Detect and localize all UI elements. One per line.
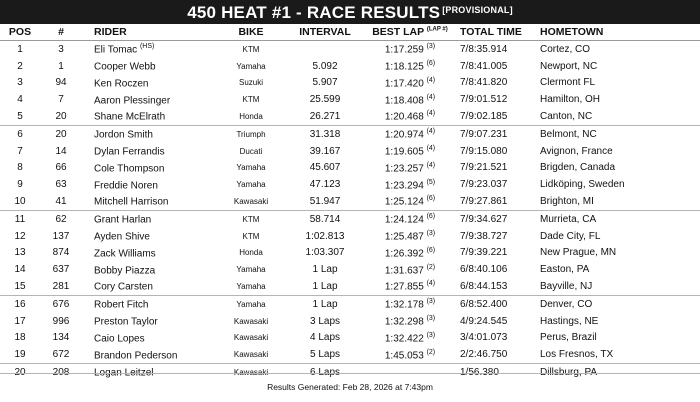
cell-bike: KTM (242, 231, 260, 241)
table-row (0, 346, 700, 363)
results-title-bar (0, 0, 700, 24)
cell-rider (82, 330, 220, 347)
cell-number: 137 (52, 230, 70, 242)
cell-hometown: Dade City, FL (540, 230, 601, 242)
cell-rider (82, 108, 220, 125)
cell-number: 672 (52, 349, 70, 361)
cell-best-lap (368, 143, 452, 160)
cell-best-lap (368, 261, 452, 278)
rider-name: Eli Tomac (94, 44, 138, 56)
best-lap-number: (5) (426, 178, 436, 186)
cell-interval: 26.271 (309, 111, 341, 123)
cell-pos: 10 (14, 196, 26, 208)
cell-hometown: Cortez, CO (540, 43, 591, 55)
cell-rider (82, 245, 220, 262)
cell-number: 41 (55, 196, 67, 208)
best-lap-time: 1:25.487 (384, 231, 424, 243)
cell-total-time: 7/9:27.861 (460, 196, 508, 208)
best-lap-time: 1:45.053 (384, 349, 424, 361)
table-row (0, 261, 700, 278)
cell-hometown: Bayville, NJ (540, 281, 593, 293)
cell-bike: Honda (239, 112, 263, 122)
cell-number: 20 (55, 111, 67, 123)
best-lap-number: (4) (426, 110, 436, 118)
cell-total-time: 7/9:15.080 (460, 145, 508, 157)
cell-interval: 4 Laps (309, 332, 341, 344)
table-row (0, 41, 700, 58)
cell-best-lap (368, 278, 452, 295)
cell-best-lap (368, 176, 452, 193)
cell-hometown: Brigden, Canada (540, 162, 616, 174)
cell-bike: Kawasaki (233, 316, 269, 326)
cell-number: 63 (55, 179, 67, 191)
cell-rider (82, 143, 220, 160)
rider-name: Freddie Noren (94, 179, 158, 191)
cell-rider (82, 278, 220, 295)
cell-total-time: 6/8:40.106 (460, 264, 508, 276)
cell-rider (82, 295, 220, 312)
results-generated-note: Results Generated: Feb 28, 2026 at 7:43pm (267, 382, 433, 392)
cell-best-lap (368, 58, 452, 75)
cell-pos: 12 (14, 230, 26, 242)
cell-best-lap (368, 193, 452, 210)
rider-name: Preston Taylor (94, 316, 158, 328)
cell-best-lap (368, 210, 452, 227)
best-lap-number: (4) (426, 280, 436, 288)
cell-hometown: Canton, NC (540, 111, 593, 123)
best-lap-time: 1:23.257 (384, 163, 424, 175)
cell-number: 14 (55, 145, 67, 157)
cell-hometown: Hastings, NE (540, 315, 599, 327)
cell-number: 1 (58, 60, 64, 72)
cell-hometown: Newport, NC (540, 60, 598, 72)
cell-best-lap (368, 41, 452, 58)
cell-pos: 7 (17, 145, 23, 157)
cell-total-time: 7/9:39.221 (460, 247, 508, 259)
cell-rider (82, 91, 220, 108)
table-row (0, 228, 700, 245)
best-lap-time: 1:20.468 (384, 111, 424, 123)
cell-hometown: Perus, Brazil (540, 332, 597, 344)
rider-name: Mitchell Harrison (94, 196, 169, 208)
cell-bike: Triumph (220, 125, 282, 142)
table-row (0, 176, 700, 193)
cell-pos: 2 (17, 60, 23, 72)
rider-name: Shane McElrath (94, 111, 166, 123)
rider-name: Jordon Smith (94, 129, 153, 141)
provisional-tag: [PROVISIONAL] (442, 5, 513, 15)
cell-best-lap (368, 313, 452, 330)
cell-rider (82, 58, 220, 75)
cell-best-lap (368, 75, 452, 92)
cell-bike: KTM (242, 95, 260, 105)
cell-best-lap (368, 245, 452, 262)
table-row (0, 125, 700, 142)
best-lap-time: 1:25.124 (384, 196, 424, 208)
best-lap-label: BEST LAP (372, 26, 424, 38)
footer-divider (0, 373, 700, 374)
table-row (0, 91, 700, 108)
cell-hometown: Los Fresnos, TX (540, 349, 614, 361)
cell-number: 996 (52, 315, 70, 327)
cell-interval: 5.092 (312, 60, 338, 72)
cell-hometown: New Prague, MN (540, 247, 617, 259)
cell-rider (82, 193, 220, 210)
best-lap-time: 1:24.124 (384, 214, 424, 226)
table-row (0, 278, 700, 295)
cell-bike: Yamaha (236, 265, 266, 275)
cell-best-lap (368, 160, 452, 177)
table-row (0, 210, 700, 227)
cell-hometown: Lidköping, Sweden (540, 179, 625, 191)
table-header-row (0, 24, 700, 41)
best-lap-number: (4) (426, 93, 436, 101)
cell-pos: 4 (17, 94, 23, 106)
cell-pos: 3 (17, 77, 23, 89)
cell-hometown: Belmont, NC (540, 125, 700, 142)
cell-bike: Kawasaki (233, 350, 269, 360)
cell-best-lap (368, 228, 452, 245)
cell-bike: Kawasaki (233, 333, 269, 343)
rider-name: Brandon Pederson (94, 349, 178, 361)
cell-interval (282, 41, 368, 58)
cell-total-time: 4/9:24.545 (460, 315, 508, 327)
cell-rider (82, 346, 220, 363)
table-row (0, 108, 700, 125)
best-lap-time: 1:32.422 (384, 333, 424, 345)
best-lap-number: (6) (426, 213, 436, 221)
cell-interval: 31.318 (282, 125, 368, 142)
cell-pos: 20 (0, 364, 40, 381)
cell-total-time: 3/4:01.073 (460, 332, 508, 344)
best-lap-time: 1:17.420 (384, 78, 424, 90)
cell-interval: 45.607 (309, 162, 341, 174)
col-header-total-time: TOTAL TIME (452, 24, 540, 41)
cell-total-time: 7/9:21.521 (460, 162, 508, 174)
best-lap-number: (6) (426, 195, 436, 203)
best-lap-number: (3) (426, 230, 436, 237)
cell-number: 66 (55, 162, 67, 174)
cell-total-time: 6/8:44.153 (460, 281, 508, 293)
cell-interval: 5.907 (312, 77, 338, 89)
cell-hometown: Denver, CO (540, 295, 700, 312)
cell-hometown: Murrieta, CA (540, 210, 700, 227)
best-lap-number: (3) (426, 331, 436, 339)
best-lap-number: (6) (426, 246, 436, 254)
cell-bike: Yamaha (236, 61, 266, 71)
cell-number: 134 (52, 332, 70, 344)
cell-pos: 16 (0, 295, 40, 312)
table-row (0, 58, 700, 75)
cell-hometown: Brighton, MI (540, 196, 594, 208)
rider-name: Aaron Plessinger (94, 94, 171, 106)
cell-hometown: Avignon, France (540, 145, 613, 157)
rider-name: Robert Fitch (94, 299, 149, 311)
rider-name: Cory Carsten (94, 281, 153, 293)
rider-holeshot-tag: (HS) (139, 43, 155, 51)
best-lap-time: 1:26.392 (384, 248, 424, 260)
table-row (0, 295, 700, 312)
results-table (0, 24, 700, 381)
cell-pos: 15 (14, 281, 26, 293)
cell-total-time: 1/56.380 (452, 364, 540, 381)
best-lap-time: 1:23.294 (384, 179, 424, 191)
cell-pos: 19 (14, 349, 26, 361)
col-header-number: # (40, 24, 82, 41)
cell-interval: 1:02.813 (305, 230, 345, 242)
best-lap-number: (3) (426, 314, 436, 322)
cell-number: 94 (55, 77, 67, 89)
cell-bike: Honda (239, 248, 263, 258)
cell-hometown: Easton, PA (540, 264, 590, 276)
cell-rider (82, 41, 220, 58)
rider-name: Zack Williams (94, 248, 156, 260)
cell-rider (82, 313, 220, 330)
cell-rider (82, 261, 220, 278)
best-lap-time: 1:19.605 (384, 146, 424, 158)
rider-name: Ayden Shive (94, 231, 150, 243)
table-row (0, 193, 700, 210)
cell-bike: Yamaha (236, 163, 266, 173)
cell-bike: KTM (242, 44, 260, 54)
cell-number: 20 (40, 125, 82, 142)
table-row (0, 245, 700, 262)
cell-bike: Kawasaki (233, 197, 269, 207)
cell-total-time: 7/9:23.037 (460, 179, 508, 191)
cell-rider (82, 228, 220, 245)
best-lap-time: 1:18.408 (384, 94, 424, 106)
cell-interval: 47.123 (309, 179, 341, 191)
rider-name: Bobby Piazza (94, 264, 156, 276)
cell-bike: Ducati (239, 146, 263, 156)
cell-number: 208 (40, 364, 82, 381)
best-lap-time: 1:18.125 (384, 61, 424, 73)
cell-pos: 5 (17, 111, 23, 123)
best-lap-number: (4) (426, 128, 436, 136)
best-lap-number: (2) (426, 263, 436, 271)
best-lap-time: 1:17.259 (384, 44, 424, 56)
cell-total-time: 7/8:41.820 (460, 77, 508, 89)
cell-number: 676 (40, 295, 82, 312)
cell-rider (82, 75, 220, 92)
cell-best-lap (368, 91, 452, 108)
best-lap-number: (3) (426, 298, 436, 306)
best-lap-number: (4) (426, 145, 436, 153)
cell-pos: 18 (14, 332, 26, 344)
table-row (0, 160, 700, 177)
cell-number: 62 (40, 210, 82, 227)
best-lap-number: (4) (426, 76, 436, 84)
cell-total-time: 7/8:35.914 (460, 43, 508, 55)
best-lap-number: (6) (426, 60, 436, 68)
rider-name: Logan Leitzel (94, 367, 154, 379)
cell-total-time: 7/9:34.627 (452, 210, 540, 227)
best-lap-number: (3) (426, 43, 436, 51)
best-lap-number: (4) (426, 161, 436, 169)
best-lap-time: 1:32.178 (384, 299, 424, 311)
cell-total-time: 2/2:46.750 (460, 349, 508, 361)
cell-interval: 3 Laps (309, 315, 341, 327)
cell-bike: Yamaha (236, 180, 266, 190)
col-header-pos: POS (0, 24, 40, 41)
cell-interval: 6 Laps (282, 364, 368, 381)
cell-bike: KTM (220, 210, 282, 227)
cell-pos: 13 (14, 247, 26, 259)
cell-pos: 11 (0, 210, 40, 227)
cell-interval: 25.599 (309, 94, 341, 106)
cell-interval: 1 Lap (282, 295, 368, 312)
cell-bike: Suzuki (238, 78, 263, 88)
cell-bike: Yamaha (220, 295, 282, 312)
cell-interval: 58.714 (282, 210, 368, 227)
cell-number: 3 (58, 43, 64, 55)
cell-pos: 1 (17, 43, 23, 55)
cell-number: 637 (52, 264, 70, 276)
cell-bike: Yamaha (236, 282, 266, 292)
col-header-bike: BIKE (220, 24, 282, 41)
best-lap-time: 1:32.298 (384, 316, 424, 328)
cell-number: 874 (52, 247, 70, 259)
cell-rider (82, 160, 220, 177)
col-header-rider: RIDER (82, 24, 220, 41)
cell-number: 281 (52, 281, 70, 293)
rider-name: Ken Roczen (94, 78, 149, 90)
cell-total-time: 7/9:01.512 (460, 94, 508, 106)
cell-interval: 1 Lap (312, 264, 338, 276)
table-row (0, 313, 700, 330)
cell-interval: 39.167 (309, 145, 341, 157)
cell-rider (82, 210, 220, 227)
col-header-interval: INTERVAL (282, 24, 368, 41)
cell-pos: 8 (17, 162, 23, 174)
cell-interval: 51.947 (309, 196, 341, 208)
best-lap-time: 1:27.855 (384, 281, 424, 293)
page-title: 450 HEAT #1 - RACE RESULTS (187, 3, 441, 22)
cell-best-lap (368, 108, 452, 125)
cell-number: 7 (58, 94, 64, 106)
cell-total-time: 7/9:38.727 (460, 230, 508, 242)
cell-best-lap (368, 295, 452, 312)
rider-name: Dylan Ferrandis (94, 146, 165, 158)
best-lap-number: (2) (426, 348, 436, 356)
table-row (0, 75, 700, 92)
cell-total-time: 6/8:52.400 (452, 295, 540, 312)
rider-name: Caio Lopes (94, 333, 145, 345)
rider-name: Cole Thompson (94, 163, 165, 175)
table-row (0, 143, 700, 160)
lap-number-label: (LAP #) (426, 26, 448, 33)
cell-bike: Kawasaki (220, 364, 282, 381)
cell-hometown: Dillsburg, PA (540, 364, 700, 381)
cell-pos: 14 (14, 264, 26, 276)
cell-pos: 9 (17, 179, 23, 191)
rider-name: Grant Harlan (94, 214, 152, 226)
best-lap-time: 1:31.637 (384, 264, 424, 276)
cell-hometown: Clermont FL (540, 77, 596, 89)
cell-pos: 17 (14, 315, 26, 327)
best-lap-time: 1:20.974 (384, 129, 424, 141)
cell-total-time: 7/8:41.005 (460, 60, 508, 72)
cell-total-time: 7/9:02.185 (460, 111, 508, 123)
cell-rider (82, 176, 220, 193)
cell-rider (82, 125, 220, 142)
cell-pos: 6 (0, 125, 40, 142)
cell-best-lap (368, 125, 452, 142)
col-header-hometown: HOMETOWN (540, 24, 700, 41)
cell-interval: 1 Lap (312, 281, 338, 293)
col-header-best-lap (368, 24, 452, 41)
cell-interval: 5 Laps (309, 349, 341, 361)
cell-best-lap (368, 330, 452, 347)
cell-hometown: Hamilton, OH (540, 94, 601, 106)
rider-name: Cooper Webb (94, 61, 156, 73)
table-row (0, 330, 700, 347)
cell-interval: 1:03.307 (305, 247, 345, 259)
cell-best-lap (368, 346, 452, 363)
cell-total-time: 7/9:07.231 (452, 125, 540, 142)
